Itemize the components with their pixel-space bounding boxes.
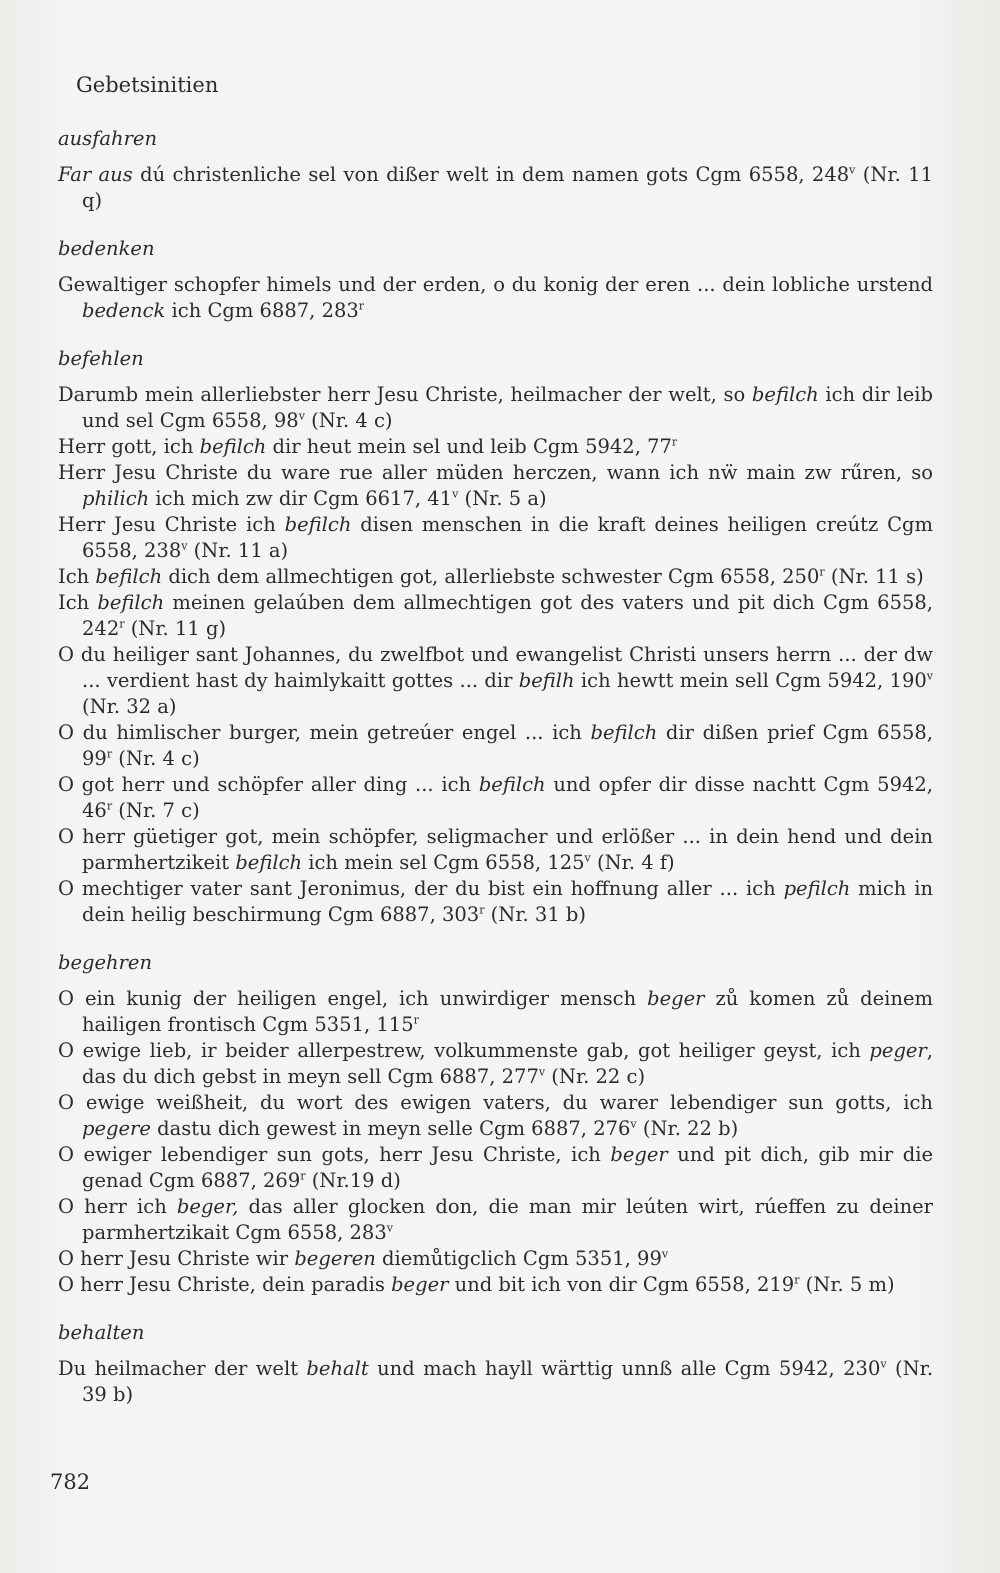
folio-side: r (358, 299, 365, 313)
keyword: behalt (306, 1357, 369, 1380)
keyword: befilch (235, 851, 303, 874)
prayer-entry: Ich befilch meinen gelaúben dem allmechtigen got des vaters und pit dich Cgm 6558, 242$^r$ (Nr. 11 g) (58, 591, 933, 640)
prayer-entry: O got herr und schöpfer aller ding ... ich befilch und opfer dir disse nachtt Cgm 5942, 46$^r$ (Nr. 7 c) (58, 773, 933, 822)
prayer-entry: O herr ich beger, das aller glocken don, die man mir leúten wirt, rúeffen zu deiner parmhertzikait Cgm 6558, 283$^v$ (58, 1195, 934, 1244)
folio-side: v (849, 163, 856, 177)
folio-side: v (926, 669, 933, 683)
keyword: befilch (97, 591, 165, 614)
prayer-entry: Darumb mein allerliebster herr Jesu Christe, heilmacher der welt, so befilch ich dir leib und sel Cgm 6558, 98$^v$ (Nr. 4 c) (58, 383, 933, 432)
folio-side: r (300, 1169, 306, 1183)
keyword: befilch (199, 435, 267, 458)
keyword: befilch (478, 773, 546, 796)
keyword: bedenck (82, 299, 166, 322)
sections-container (58, 126, 933, 1408)
folio-side: r (794, 1273, 800, 1287)
section-heading: behalten (58, 1321, 145, 1344)
folio-side: r (106, 747, 113, 761)
section-heading: bedenken (58, 237, 155, 260)
keyword: beger, (176, 1195, 239, 1218)
prayer-entry: Du heilmacher der welt behalt und mach hayll wärttig unnß alle Cgm 5942, 230$^v$ (Nr. 39 b) (58, 1357, 934, 1406)
folio-side: v (630, 1117, 637, 1131)
keyword: befilh (518, 669, 575, 692)
prayer-entry: O herr Jesu Christe wir begeren diemůtigclich Cgm 5351, 99$^v$ (58, 1247, 669, 1270)
prayer-entry: O du himlischer burger, mein getreúer engel ... ich befilch dir dißen prief Cgm 6558, 99$^r$ (Nr. 4 c) (58, 721, 933, 770)
prayer-entry: O ein kunig der heiligen engel, ich unwirdiger mensch beger zů komen zů deinem hailigen frontisch Cgm 5351, 115$^r$ (58, 987, 933, 1036)
folio-side: r (671, 435, 678, 449)
keyword: peger (869, 1039, 927, 1062)
keyword: befilch (590, 721, 658, 744)
keyword: befilch (751, 383, 819, 406)
keyword: befilch (284, 513, 352, 536)
folio-side: v (386, 1221, 393, 1235)
folio-side: v (661, 1247, 669, 1261)
section-heading: ausfahren (58, 127, 158, 150)
keyword: pegere (82, 1117, 151, 1140)
prayer-entry: Far aus dú christenliche sel von dißer welt in dem namen gots Cgm 6558, 248$^v$ (Nr. 11 q) (58, 163, 933, 212)
folio-side: r (106, 799, 113, 813)
prayer-entry: O herr Jesu Christe, dein paradis beger und bit ich von dir Cgm 6558, 219$^r$ (Nr. 5 m) (58, 1273, 895, 1296)
prayer-entry: Gewaltiger schopfer himels und der erden, o du konig der eren ... dein lobliche urstend bedenck ich Cgm 6887, 283$^r$ (58, 273, 933, 322)
folio-side: v (452, 487, 459, 501)
page-number: 782 (50, 1470, 91, 1494)
section-heading: befehlen (58, 347, 144, 370)
prayer-entry: O ewige weißheit, du wort des ewigen vaters, du warer lebendiger sun gotts, ich pegere dastu dich gewest in meyn selle Cgm 6887, 276$^v$ (Nr. 22 b) (58, 1091, 933, 1140)
folio-side: v (584, 851, 591, 865)
keyword: beger (610, 1143, 668, 1166)
keyword: beger (391, 1273, 449, 1296)
keyword: Far aus (58, 163, 133, 186)
folio-side: v (181, 539, 188, 553)
keyword: beger (647, 987, 705, 1010)
prayer-entry: Herr Jesu Christe ich befilch disen menschen in die kraft deines heiligen creútz Cgm 6558, 238$^v$ (Nr. 11 a) (58, 513, 933, 562)
section-heading: begehren (58, 951, 153, 974)
keyword: befilch (95, 565, 163, 588)
page-content (58, 72, 933, 1408)
folio-side: v (298, 409, 305, 423)
folio-side: r (413, 1013, 419, 1027)
folio-side: v (538, 1065, 546, 1079)
folio-side: r (479, 903, 485, 917)
keyword: philich (82, 487, 150, 510)
running-head: Gebetsinitien (76, 73, 219, 97)
prayer-entry: O herr güetiger got, mein schöpfer, seligmacher und erlößer ... in dein hend und dein parmhertzikeit befilch ich mein sel Cgm 6558, 125$^v$ (Nr. 4 f) (58, 825, 933, 874)
folio-side: r (119, 617, 125, 631)
prayer-entry: O ewiger lebendiger sun gots, herr Jesu Christe, ich beger und pit dich, gib mir die genad Cgm 6887, 269$^r$ (Nr.19 d) (58, 1143, 933, 1192)
prayer-entry: Herr Jesu Christe du ware rue aller müden herczen, wann ich nẅ main zw rűren, so philich ich mich zw dir Cgm 6617, 41$^v$ (Nr. 5 a) (58, 461, 933, 510)
prayer-entry: O ewige lieb, ir beider allerpestrew, volkummenste gab, got heiliger geyst, ich peger, das du dich gebst in meyn sell Cgm 6887, 277$^v$ (Nr. 22 c) (58, 1039, 933, 1088)
keyword: begeren (294, 1247, 376, 1270)
keyword: pefilch (783, 877, 851, 900)
prayer-entry: O mechtiger vater sant Jeronimus, der du bist ein hoffnung aller ... ich pefilch mich in dein heilig beschirmung Cgm 6887, 303$^r$ (Nr. 31 b) (58, 877, 933, 926)
prayer-entry: O du heiliger sant Johannes, du zwelfbot und ewangelist Christi unsers herrn ... der dw ... verdient hast dy haimlykaitt gottes ... dir befilh ich hewtt mein sell Cgm 5942, 190$^v$ (Nr. 32 a) (58, 643, 933, 718)
prayer-entry: Ich befilch dich dem allmechtigen got, allerliebste schwester Cgm 6558, 250$^r$ (Nr. 11 s) (58, 565, 924, 588)
prayer-entry: Herr gott, ich befilch dir heut mein sel und leib Cgm 5942, 77$^r$ (58, 435, 678, 458)
folio-side: r (819, 565, 825, 579)
folio-side: v (880, 1357, 887, 1371)
